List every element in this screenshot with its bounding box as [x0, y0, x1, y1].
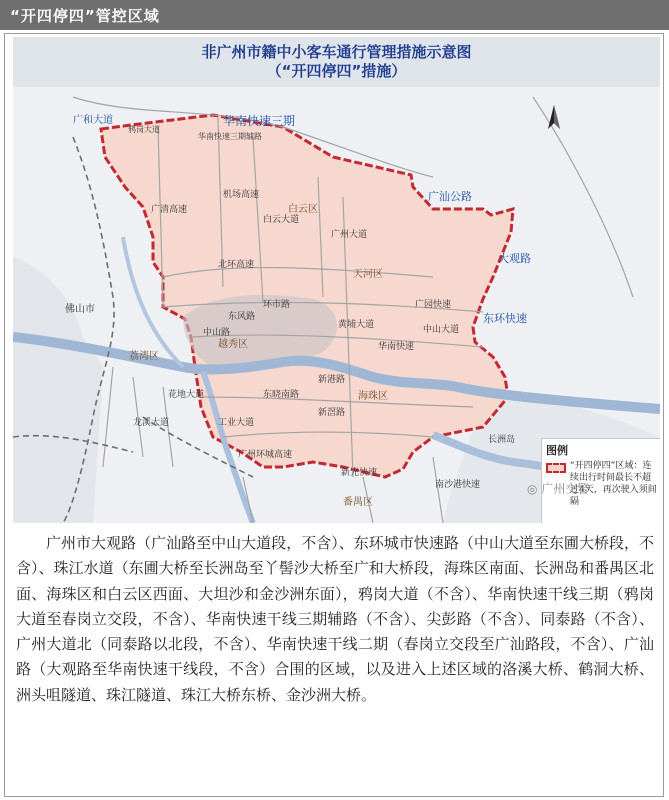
- label-guangyuan: 广园快速: [415, 300, 452, 310]
- label-huangpu-dadao: 黄埔大道: [338, 320, 375, 330]
- map-title-line1: 非广州市籍中小客车通行管理措施示意图: [201, 43, 472, 61]
- label-guangzhou-dadao: 广州大道: [331, 230, 368, 240]
- label-yuexiu: 越秀区: [218, 339, 248, 350]
- label-guangqing: 广清高速: [151, 205, 188, 215]
- label-jichang: 机场高速: [223, 190, 260, 200]
- label-huanan3-fu: 华南快速三期辅路: [198, 132, 262, 141]
- label-baiyun-dadao: 白云大道: [263, 215, 300, 225]
- label-dongfeng: 东风路: [228, 312, 256, 322]
- label-dongxiao: 东晓南路: [263, 390, 300, 400]
- label-panyu: 番禺区: [343, 497, 373, 508]
- label-xinguang: 新光快速: [341, 468, 378, 478]
- legend-title: 图例: [546, 444, 568, 457]
- watermark: [527, 480, 589, 497]
- label-huadi: 花地大道: [168, 390, 205, 400]
- label-tianhe: 天河区: [353, 269, 383, 280]
- label-longxi: 龙溪大道: [133, 418, 170, 428]
- wechat-icon: ◎: [527, 482, 542, 496]
- section-title: “开四停四”管控区域: [10, 7, 160, 25]
- map-title: [13, 43, 660, 81]
- label-zhongshan-dadao: 中山大道: [423, 325, 460, 335]
- control-zone-map: [13, 37, 660, 523]
- section-header: [0, 0, 669, 30]
- label-liwan: 荔湾区: [129, 351, 159, 362]
- label-baiyun: 白云区: [288, 204, 318, 215]
- label-gongye: 工业大道: [218, 418, 255, 428]
- label-yagang: 鸦岗大道: [128, 125, 160, 134]
- label-guangzhou-huanlu: 广州环城高速: [238, 450, 293, 460]
- label-haizhu: 海珠区: [358, 391, 388, 402]
- label-huanshi: 环市路: [263, 300, 291, 310]
- label-donghuan: 东环快速: [483, 312, 527, 325]
- label-huanan3: 华南快速三期: [223, 114, 296, 128]
- watermark-text: 广州交警: [541, 482, 590, 496]
- label-guanghe: 广和大道: [73, 115, 113, 126]
- label-changzhoudao: 长洲岛: [488, 435, 516, 445]
- label-guangshan: 广汕公路: [428, 190, 472, 203]
- map-title-line2: （“开四停四”措施）: [266, 62, 407, 80]
- label-xinjiao: 新滘路: [318, 408, 346, 418]
- description-paragraph: 广州市大观路（广汕路至中山大道段，不含）、东环城市快速路（中山大道至东圃大桥段，不含）、珠江水道（东圃大桥至长洲岛至丫髻沙大桥至广和大桥段，海珠区南面、长洲岛和番禺区北面、海珠区和白云区西面、大坦沙和金沙洲东面），鸦岗大道（不含）、华南快速干线三期（鸦岗大道至春岗立交段，不含）、华南快速干线三期辅路（不含）、尖彭路（不含）、同泰路（不含）、广州大道北（同泰路以北段，不含）、华南快速干线二期（春岗立交段至广汕路段，不含）、广汕路（大观路至华南快速干线段，不含）合围的区域，以及进入上述区域的洛溪大桥、鹤洞大桥、洲头咀隧道、珠江隧道、珠江大桥东桥、金沙洲大桥。: [16, 534, 654, 704]
- label-xingang: 新港路: [318, 375, 346, 385]
- legend-swatch: [546, 463, 566, 473]
- legend-text: “开四停四”区域：连续出行时间最长不超过4天，再次驶入须间隔: [570, 461, 657, 507]
- label-huanan-kuaisu: 华南快速: [378, 342, 415, 352]
- label-zhongshan: 中山路: [203, 328, 231, 338]
- label-foshan: 佛山市: [65, 304, 95, 315]
- label-beihuan: 北环高速: [218, 260, 255, 270]
- label-nansha: 南沙港快速: [435, 480, 481, 490]
- label-daguan: 大观路: [498, 252, 531, 265]
